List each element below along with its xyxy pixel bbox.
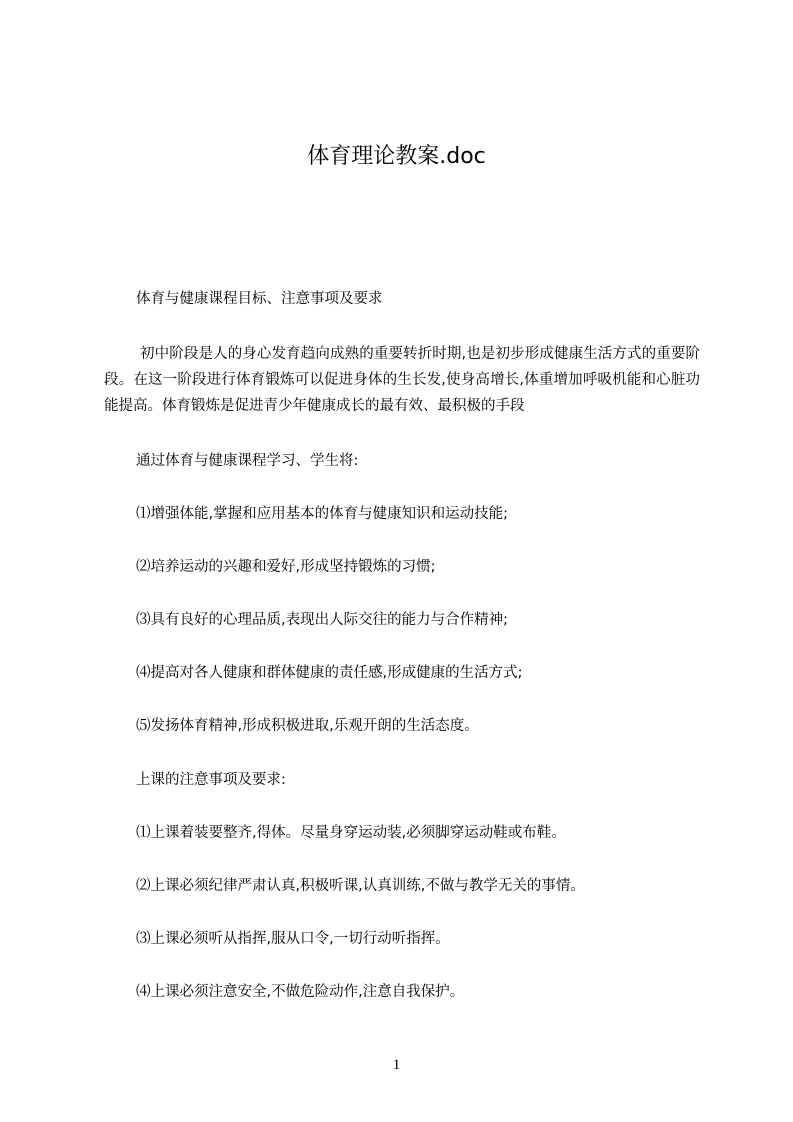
goal-item: ⑵培养运动的兴趣和爱好,形成坚持锻炼的习惯; [136, 559, 436, 575]
section-heading: 体育与健康课程目标、注意事项及要求 [136, 291, 383, 307]
rule-item: ⑶上课必须听从指挥,服从口令,一切行动听指挥。 [136, 931, 450, 947]
goal-item: ⑴增强体能,掌握和应用基本的体育与健康知识和运动技能; [136, 506, 508, 522]
page-number: 1 [392, 1057, 401, 1073]
goal-item: ⑸发扬体育精神,形成积极进取,乐观开朗的生活态度。 [136, 718, 479, 734]
rule-item: ⑷上课必须注意安全,不做危险动作,注意自我保护。 [136, 984, 465, 1000]
rule-item: ⑴上课着装要整齐,得体。尽量身穿运动装,必须脚穿运动鞋或布鞋。 [136, 825, 566, 841]
goal-item: ⑷提高对各人健康和群体健康的责任感,形成健康的生活方式; [136, 665, 523, 681]
goal-item: ⑶具有良好的心理品质,表现出人际交往的能力与合作精神; [136, 612, 508, 628]
intro-paragraph: 初中阶段是人的身心发育趋向成熟的重要转折时期,也是初步形成健康生活方式的重要阶段。在这一阶段进行体育锻炼可以促进身体的生长发,使身高增长,体重增加呼吸机能和心脏功能提高。体育锻炼是促进青少年健康成长的最有效、最积极的手段 [104, 346, 700, 414]
goals-lead: 通过体育与健康课程学习、学生将: [136, 453, 359, 469]
rules-lead: 上课的注意事项及要求: [136, 772, 286, 788]
document-title: 体育理论教案.doc [307, 144, 486, 169]
rule-item: ⑵上课必须纪律严肃认真,积极听课,认真训练,不做与教学无关的事情。 [136, 878, 585, 894]
